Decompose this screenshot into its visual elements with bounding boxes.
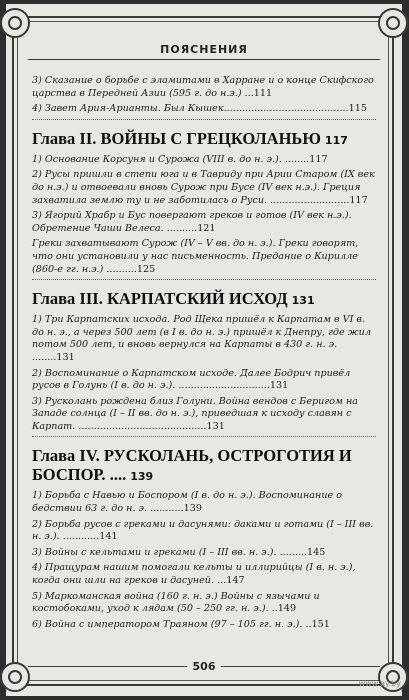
toc-entry: 4) Завет Ария-Арианты. Был Кышек.........................................115 [32,103,367,115]
chapter-title: Глава III. КАРПАТСКИЙ ИСХОД 131 [32,289,315,309]
corner-ornament-icon [0,8,30,38]
toc-entry: 3) Ягорий Храбр и Бус повергают греков и готов (IV век н.э.). Обретение Чаши Велеса. ..........121 [32,210,352,234]
chapter-title: Глава II. ВОЙНЫ С ГРЕЦКОЛАНЬЮ 117 [32,128,348,148]
section-divider [32,119,376,120]
header-rule [28,59,380,60]
toc-entry: 1) Три Карпатских исхода. Род Щека пришёл к Карпатам в VI в. до н. э., а через 500 лет (в I в. до н. э.) пришёл к Днепру, где жил потом 500 лет, и вновь вернулся на Карпаты в 430 г. н. э. ........131 [32,314,371,363]
section-divider [32,436,376,437]
toc-entry: 3) Русколань рождена близ Голуни. Война вендов с Беригом на Западе солнца (I – II вв. до н. э.), приведшая к исходу славян с Карпат. ..........................................131 [32,395,359,432]
toc-entry: 6) Война с императором Траяном (97 – 105 гг. н. э.). ..151 [32,618,330,630]
toc-entry: 2) Воспоминание о Карпатском исходе. Далее Бодрич привёл русов в Голунь (I в. до н. э.). ..............................131 [32,367,351,392]
table-of-contents [32,75,376,634]
corner-ornament-icon [378,8,408,38]
running-header: ПОЯСНЕНИЯ [160,43,248,56]
toc-entry: 3) Войны с кельтами и греками (I – III вв. н. э.). .........145 [32,546,326,558]
toc-entry: 2) Русы пришли в степи юга и в Тавриду при Арии Старом (IX век до н.э.) и отвоевали вновь Сурож при Бусе (IV век н.э.). Греция захватила землю ту и не заботилась о Руси. ..........................117 [32,169,375,206]
toc-entry: 1) Основание Корсуня и Сурожа (VIII в. до н. э.). ........117 [32,153,328,165]
toc-entry: 1) Борьба с Навью и Боспором (I в. до н. э.). Воспоминание о бедствии 63 г. до н. э. ...........139 [32,490,343,515]
toc-entry: 5) Маркоманская война (160 г. н. э.) Войны с язычами и костобоками, уход к лядам (50 – 250 гг. н. э.). ..149 [32,590,320,615]
toc-entry: 2) Борьба русов с греками и дасунями: даками и готами (I – III вв. н. э.). ............141 [32,518,374,543]
section-divider [32,279,376,280]
toc-entry: 3) Сказание о борьбе с эламитами в Харране и о конце Скифского царства в Передней Азии (595 г. до н.э.) ...111 [32,75,374,99]
page-number: 506 [6,660,402,673]
chapter-title: Глава IV. РУСКОЛАНЬ, ОСТРОГОТИЯ И БОСПОР. .... 139 [32,446,352,485]
book-page [6,4,402,696]
toc-entry: 4) Пращурам нашим помогали кельты и иллирийцы (I в. н. э.), когда они шли на греков и дасуней. ...147 [32,562,356,587]
watermark-text: www.ay.by [358,679,401,688]
toc-entry: Греки захватывают Сурож (IV – V вв. до н. э.). Греки говорят, что они установили у нас письменность. Предание о Кирилле (860-е гг. н.э.) ..........125 [32,238,359,275]
